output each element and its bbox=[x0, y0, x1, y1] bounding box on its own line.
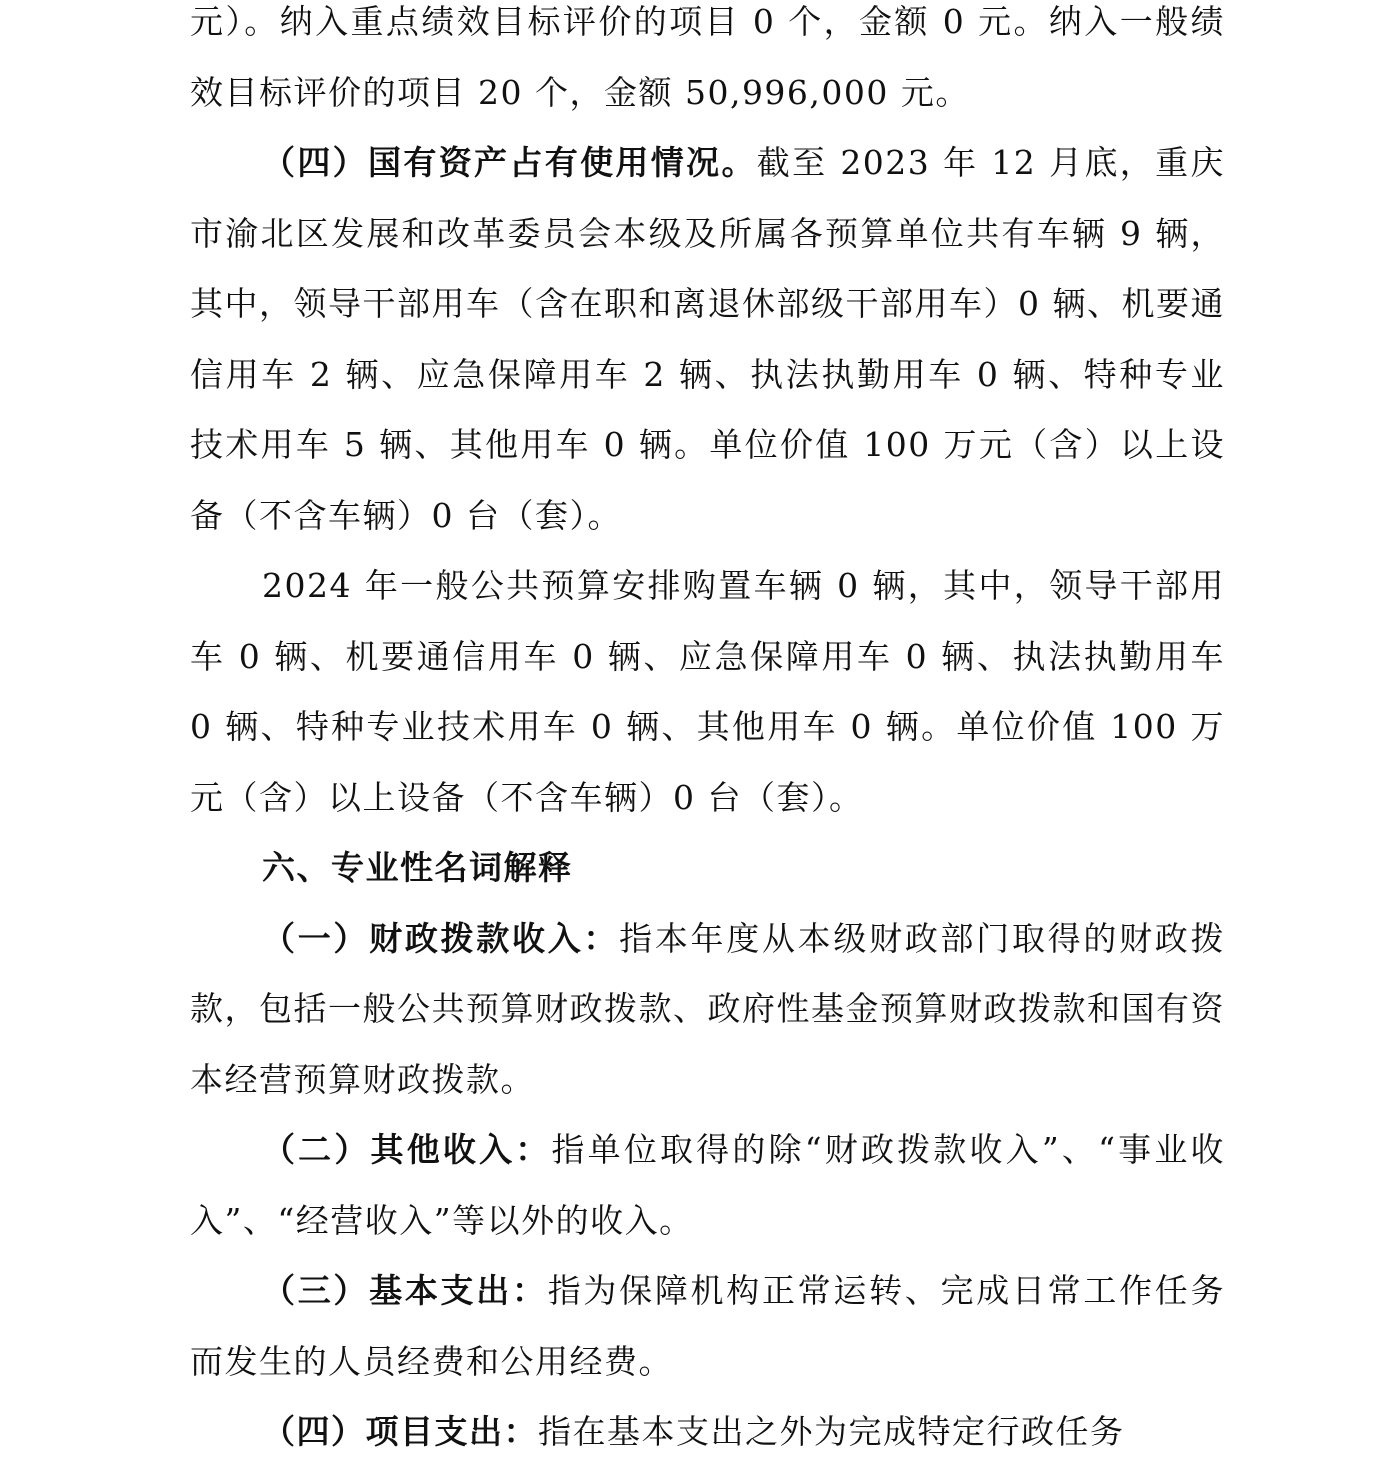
definition-other-income bbox=[190, 1115, 1225, 1256]
definition-term: （一）财政拨款收入： bbox=[262, 918, 620, 958]
definition-text: 指在基本支出之外为完成特定行政任务 bbox=[538, 1412, 1125, 1451]
definition-text: 指本年度从本级财政部门取得的财政拨款，包括一般公共预算财政拨款、政府性基金预算财政拨款和国有资本经营预算财政拨款。 bbox=[190, 918, 1226, 1099]
definition-text: 指为保障机构正常运转、完成日常工作任务而发生的人员经费和公用经费。 bbox=[190, 1271, 1226, 1381]
state-assets-body: 截至 2023 年 12 月底，重庆市渝北区发展和改革委员会本级及所属各预算单位共有车辆 9 辆，其中，领导干部用车（含在职和离退休部级干部用车）0 辆、机要通信用车 2 辆、应急保障用车 2 辆、执法执勤用车 0 辆、特种专业技术用车 5 辆、其他用车 0 辆。单位价值 100 万元（含）以上设备（不含车辆）0 台（套）。 bbox=[190, 143, 1225, 535]
definition-text: 指单位取得的除“财政拨款收入”、“事业收入”、“经营收入”等以外的收入。 bbox=[190, 1130, 1225, 1240]
state-assets-lead: （四）国有资产占有使用情况。 bbox=[262, 143, 757, 182]
definition-term: （三）基本支出： bbox=[262, 1271, 548, 1310]
definition-term: （二）其他收入： bbox=[262, 1130, 552, 1169]
paragraph-state-assets bbox=[190, 128, 1225, 551]
paragraph-performance-evaluation: 元）。纳入重点绩效目标评价的项目 0 个，金额 0 元。纳入一般绩效目标评价的项目 20 个，金额 50,996,000 元。 bbox=[190, 2, 1225, 112]
definition-basic-expenditure bbox=[190, 1256, 1225, 1397]
definition-term: （四）项目支出： bbox=[262, 1412, 538, 1451]
paragraph-vehicle-purchase: 2024 年一般公共预算安排购置车辆 0 辆，其中，领导干部用车 0 辆、机要通信用车 0 辆、应急保障用车 0 辆、执法执勤用车 0 辆、特种专业技术用车 0 辆、其他用车 0 辆。单位价值 100 万元（含）以上设备（不含车辆）0 台（套）。 bbox=[190, 566, 1225, 817]
document-body bbox=[190, 0, 1225, 1468]
section-heading-terminology: 六、专业性名词解释 bbox=[262, 848, 573, 887]
definition-fiscal-appropriation-income bbox=[190, 904, 1225, 1116]
